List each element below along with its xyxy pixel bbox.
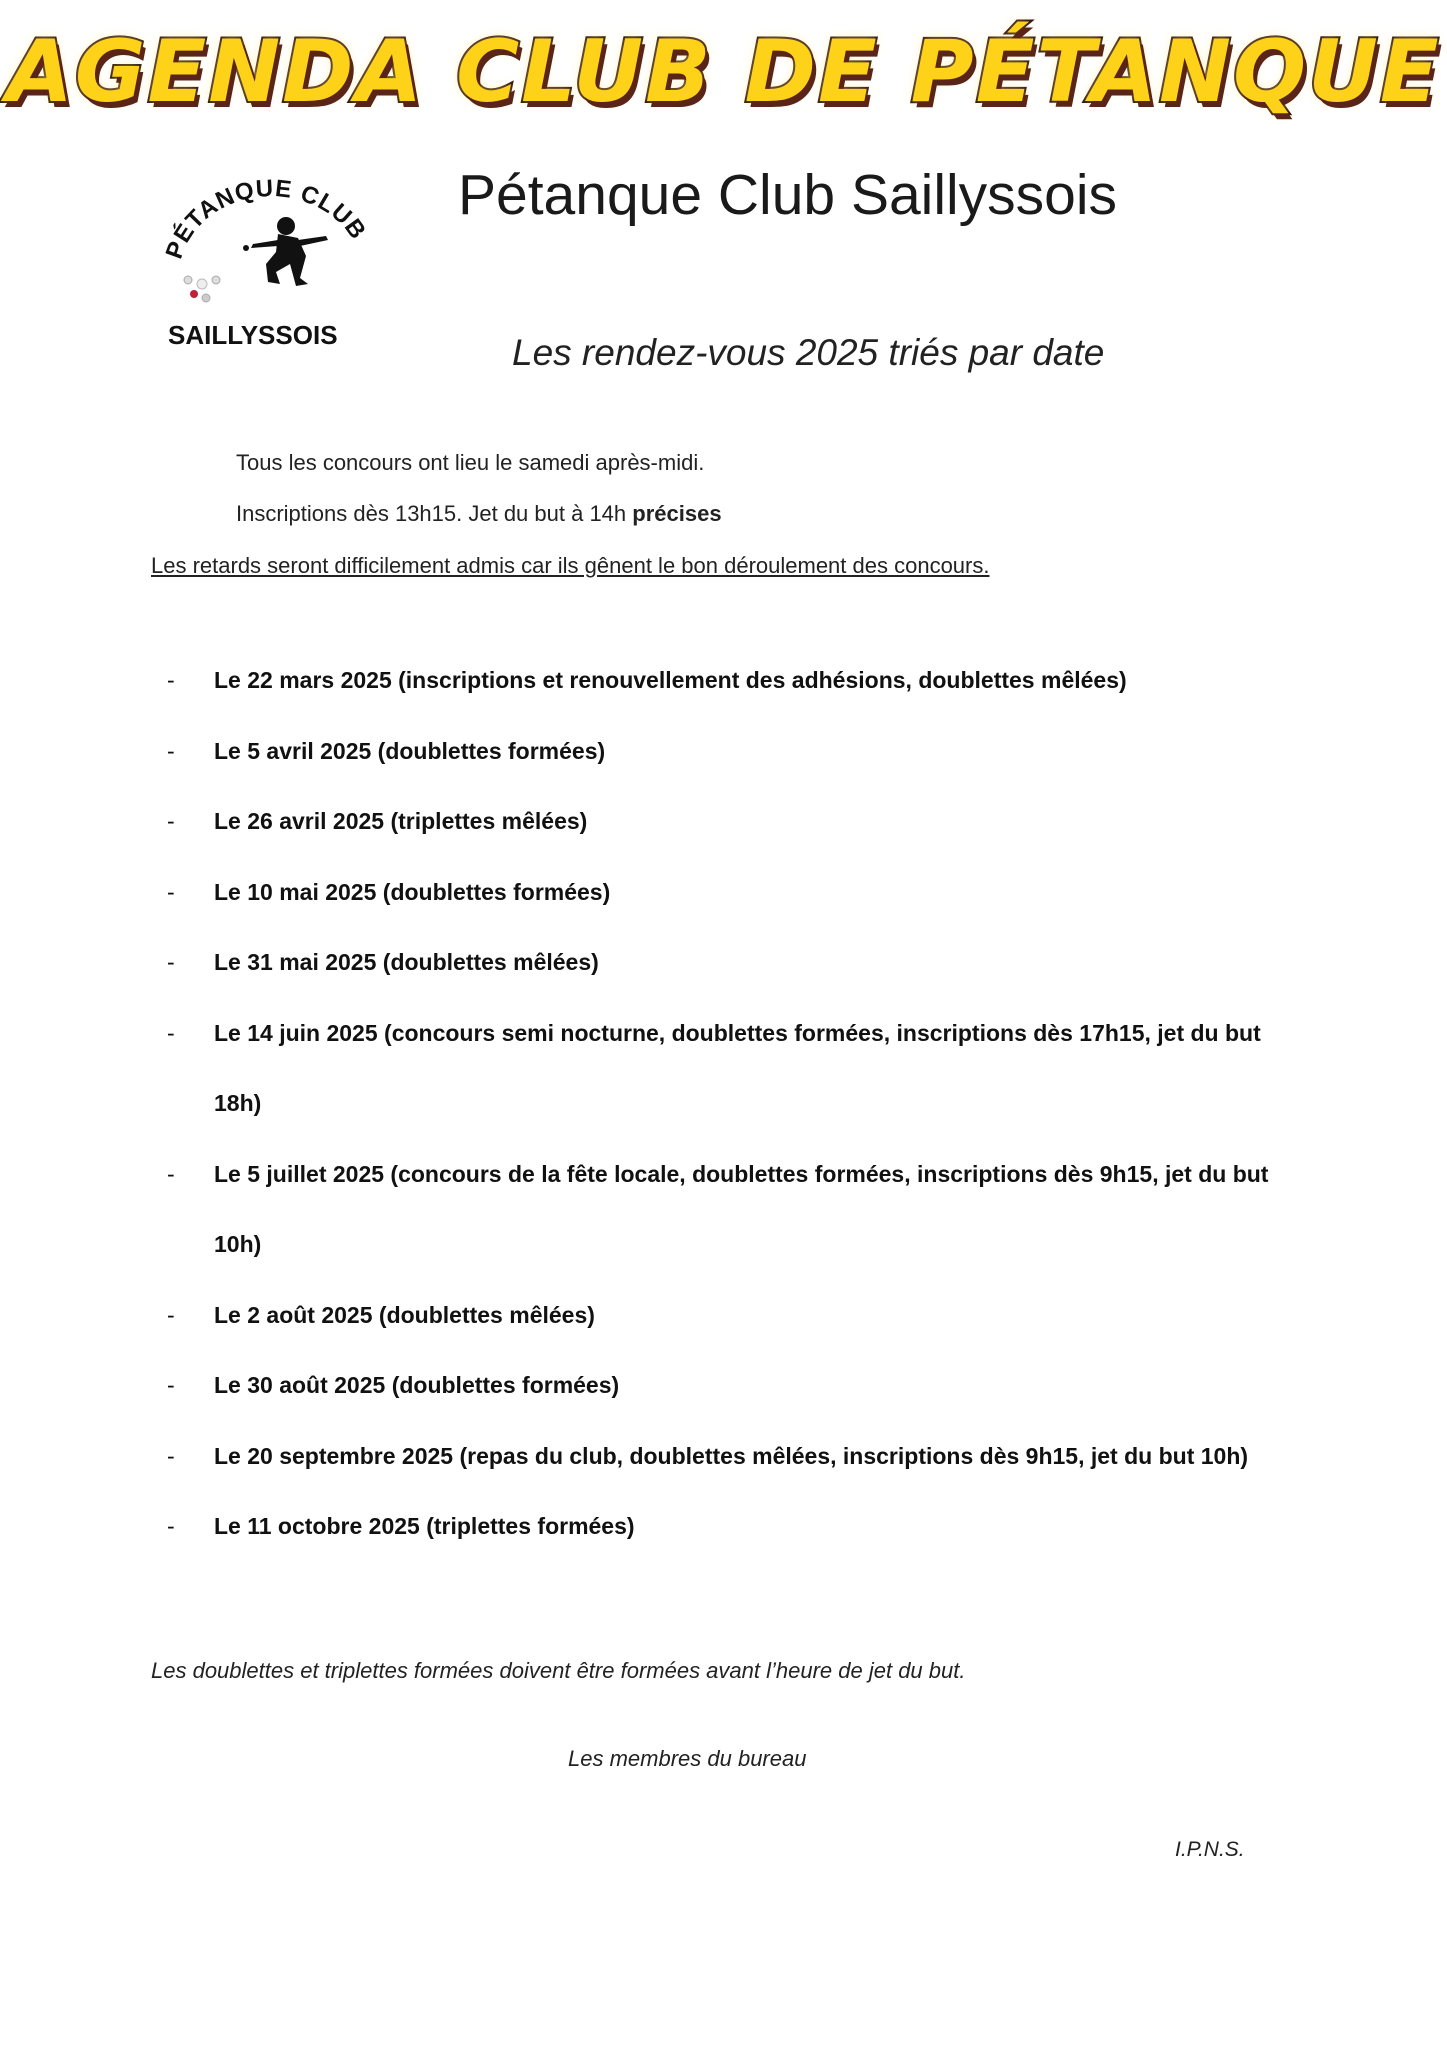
svg-text:PÉTANQUE CLUB — [161, 175, 372, 262]
event-text: Le 5 juillet 2025 (concours de la fête locale, doublettes formées, inscriptions dès 9h15, jet du but 10h) — [214, 1160, 1269, 1257]
club-logo-graphic — [158, 160, 388, 360]
event-item — [165, 716, 1285, 787]
event-item — [165, 998, 1285, 1139]
formed-teams-note: Les doublettes et triplettes formées doivent être formées avant l’heure de jet du but. — [151, 1658, 966, 1683]
event-item — [165, 1421, 1285, 1492]
club-logo — [158, 160, 388, 360]
club-name: Pétanque Club Saillyssois — [458, 163, 1118, 227]
event-item — [165, 1350, 1285, 1421]
subtitle: Les rendez-vous 2025 triés par date — [512, 332, 1105, 373]
bullet-dash: - — [167, 1019, 175, 1046]
event-item — [165, 645, 1285, 716]
intro-line-2 — [236, 501, 722, 527]
event-text: Le 20 septembre 2025 (repas du club, doublettes mêlées, inscriptions dès 9h15, jet du but 10h) — [214, 1442, 1249, 1469]
bullet-dash: - — [167, 1513, 175, 1539]
signature: Les membres du bureau — [568, 1746, 807, 1771]
event-text: Le 14 juin 2025 (concours semi nocturne, doublettes formées, inscriptions dès 17h15, jet du but 18h) — [214, 1019, 1261, 1116]
bullet-dash: - — [167, 1301, 175, 1328]
bullet-dash: - — [167, 1442, 175, 1469]
bullet-dash: - — [167, 949, 175, 975]
event-item — [165, 1139, 1285, 1280]
events-list — [165, 645, 1285, 1562]
logo-bottom-text: SAILLYSSOIS — [168, 320, 338, 350]
bullet-dash: - — [167, 737, 175, 764]
event-item — [165, 857, 1285, 928]
event-item — [165, 786, 1285, 857]
event-text: Le 5 avril 2025 (doublettes formées) — [214, 737, 606, 764]
event-item — [165, 927, 1285, 998]
event-item — [165, 1280, 1285, 1351]
bullet-dash: - — [167, 878, 175, 905]
event-text: Le 26 avril 2025 (triplettes mêlées) — [214, 808, 588, 834]
boules-icon — [184, 276, 220, 302]
bullet-dash: - — [167, 808, 175, 834]
event-text: Le 11 octobre 2025 (triplettes formées) — [214, 1513, 635, 1539]
event-item — [165, 1491, 1285, 1562]
banner-title: AGENDA CLUB DE PÉTANQUE — [6, 22, 1441, 122]
event-text: Le 2 août 2025 (doublettes mêlées) — [214, 1301, 595, 1328]
bullet-dash: - — [167, 667, 175, 693]
player-silhouette-icon — [251, 217, 328, 286]
event-text: Le 22 mars 2025 (inscriptions et renouvellement des adhésions, doublettes mêlées) — [214, 667, 1127, 693]
late-warning: Les retards seront difficilement admis car ils gênent le bon déroulement des concours. — [151, 553, 990, 578]
intro-line-1: Tous les concours ont lieu le samedi après-midi. — [236, 450, 705, 475]
event-text: Le 10 mai 2025 (doublettes formées) — [214, 878, 611, 905]
jack-ball-icon — [243, 245, 249, 251]
intro-line-2-text: Inscriptions dès 13h15. Jet du but à 14h — [236, 501, 627, 526]
event-text: Le 31 mai 2025 (doublettes mêlées) — [214, 949, 599, 975]
logo-arc-text: PÉTANQUE CLUB — [160, 174, 372, 263]
event-text: Le 30 août 2025 (doublettes formées) — [214, 1372, 620, 1398]
intro-line-2-emphasis: précises — [632, 501, 722, 526]
ipns-mention: I.P.N.S. — [1175, 1838, 1245, 1861]
bullet-dash: - — [167, 1372, 175, 1398]
bullet-dash: - — [167, 1160, 175, 1187]
